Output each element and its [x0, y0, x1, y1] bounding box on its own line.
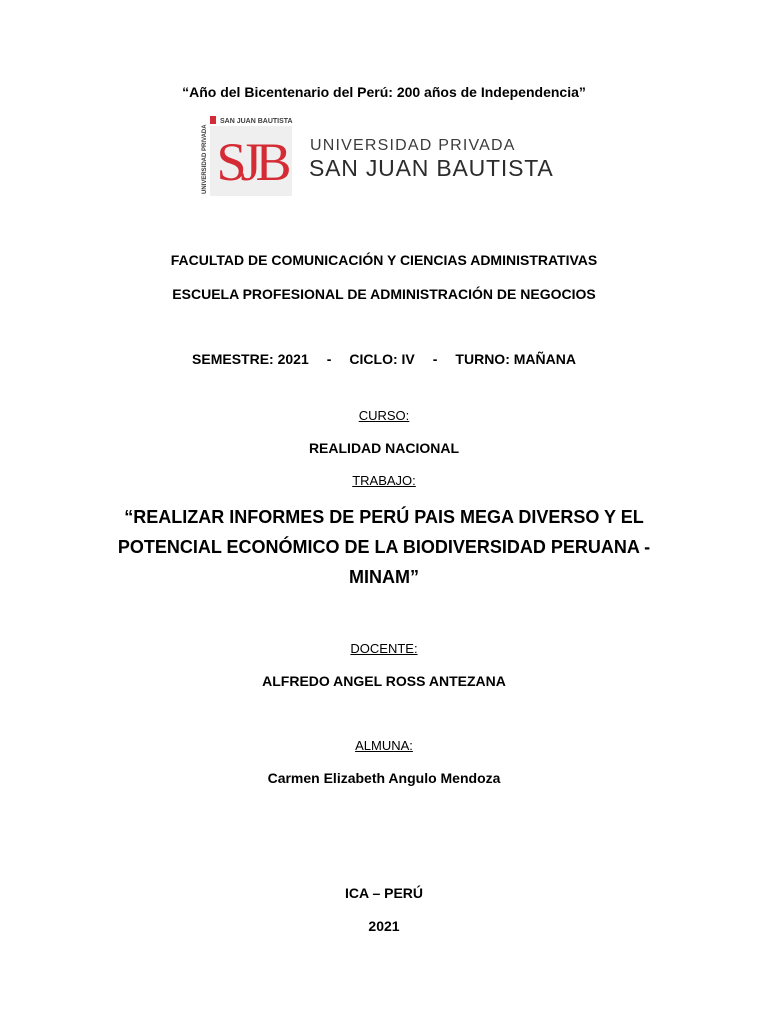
shift-text: TURNO: MAÑANA: [455, 351, 576, 367]
logo-monogram: SJB: [216, 132, 286, 192]
year-line: 2021: [368, 918, 400, 934]
work-title-line: “REALIZAR INFORMES DE PERÚ PAIS MEGA DIVERSO Y EL: [124, 507, 644, 527]
logo-small-top-text: SAN JUAN BAUTISTA: [220, 118, 293, 125]
school-name: ESCUELA PROFESIONAL DE ADMINISTRACIÓN DE NEGOCIOS: [172, 286, 596, 302]
motto-line: “Año del Bicentenario del Perú: 200 años de Independencia”: [182, 84, 586, 100]
course-label: CURSO:: [358, 408, 410, 423]
work-title-line: POTENCIAL ECONÓMICO DE LA BIODIVERSIDAD PERUANA -: [117, 537, 651, 557]
teacher-name: ALFREDO ANGEL ROSS ANTEZANA: [262, 673, 506, 689]
work-title: [84, 502, 684, 592]
work-title-line: MINAM”: [349, 567, 419, 587]
cycle-separator: -: [432, 351, 438, 367]
logo-vertical-text: UNIVERSIDAD PRIVADA: [202, 124, 208, 194]
student-name: Carmen Elizabeth Angulo Mendoza: [267, 770, 501, 786]
cycle-text: CICLO: IV: [349, 351, 415, 367]
city-line: ICA – PERÚ: [344, 885, 424, 901]
logo-flag-mark: [210, 116, 216, 124]
logo-line1: UNIVERSIDAD PRIVADA: [310, 137, 516, 154]
faculty-name: FACULTAD DE COMUNICACIÓN Y CIENCIAS ADMINISTRATIVAS: [170, 252, 598, 268]
semester-text: SEMESTRE: 2021: [192, 351, 309, 367]
logo-line2: SAN JUAN BAUTISTA: [309, 155, 554, 181]
student-label: ALMUNA:: [355, 738, 413, 753]
university-logo: [198, 114, 578, 200]
semester-separator: -: [326, 351, 332, 367]
semester-row: [0, 351, 768, 367]
work-label: TRABAJO:: [352, 473, 416, 488]
teacher-label: DOCENTE:: [350, 641, 418, 656]
course-value: REALIDAD NACIONAL: [308, 440, 460, 456]
